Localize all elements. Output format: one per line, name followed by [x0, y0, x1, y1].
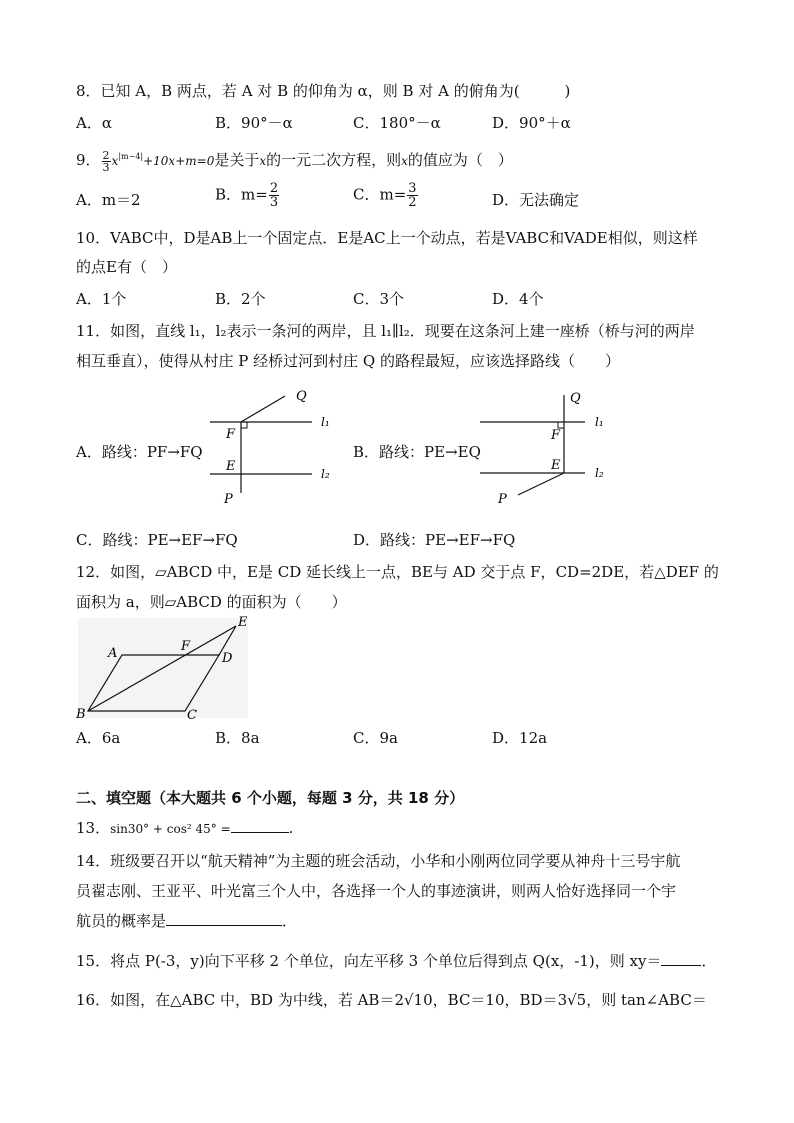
q15-answer-blank[interactable] [661, 951, 701, 966]
q12-label-e: E [238, 615, 248, 630]
fig-b-pe-line [518, 473, 564, 495]
q12-label-f: F [181, 639, 191, 654]
q8-option-d: D．90°＋α [492, 114, 571, 132]
q10-line2: 的点E有（ ） [76, 258, 177, 276]
q9-text-mid: 是关于 [214, 151, 260, 169]
q9-option-a: A．m＝2 [76, 191, 141, 209]
q13-answer-blank[interactable] [231, 818, 289, 833]
q16-text-end: ，则 tan∠ABC＝ [586, 991, 707, 1009]
q10-option-b: B．2个 [215, 290, 266, 308]
q11-line2: 相互垂直），使得从村庄 P 经桥过河到村庄 Q 的路程最短，应该选择路线（ ） [76, 352, 620, 370]
q13-number: 13． [76, 819, 111, 837]
q16-text-pre: 16．如图，在△ABC 中，BD 为中线，若 AB＝2 [76, 991, 404, 1009]
q13-text [76, 817, 293, 840]
q14-line2: 员翟志刚、王亚平、叶光富三个人中，各选择一个人的事迹演讲，则两人恰好选择同一个宇 [76, 882, 677, 900]
q12-option-d: D．12a [492, 729, 548, 747]
q8-text: 8．已知 A，B 两点，若 A 对 B 的仰角为 α，则 B 对 A 的俯角为( ) [76, 82, 571, 100]
q10-option-a: A．1个 [76, 290, 127, 308]
q10-line1: 10．VABC中，D是AB上一个固定点．E是AC上一个动点，若是VABC和VADE相似，则这样 [76, 229, 698, 247]
q16-text-mid: ，BC＝10，BD＝3 [432, 991, 568, 1009]
fig-a-label-e: E [226, 459, 236, 474]
q12-label-b: B [76, 707, 86, 722]
q12-line2: 面积为 a，则▱ABCD 的面积为（ ） [76, 593, 347, 611]
q13-expression: sin30° + cos² 45° = [110, 822, 231, 836]
q12-label-c: C [187, 708, 197, 723]
q14-answer-blank[interactable] [166, 911, 282, 926]
q16-sqrt-5: √5 [567, 991, 587, 1009]
q11-figure-a [200, 385, 360, 510]
q14-line3-text: 航员的概率是 [76, 912, 167, 930]
q9-text [76, 146, 513, 173]
fig-b-label-l1: l₁ [595, 415, 604, 429]
q9-text-mid2: 的一元二次方程，则 [266, 151, 402, 169]
fig-a-label-q: Q [296, 389, 307, 404]
q15-text-main: 15．将点 P(-3，y)向下平移 2 个单位，向左平移 3 个单位后得到点 Q(x，-1)，则 xy＝ [76, 952, 662, 970]
fig-b-label-l2: l₂ [595, 466, 604, 480]
q11-option-a: A．路线：PF→FQ [76, 443, 203, 461]
q9-coef-fraction: $\frac{2}{3}$ [102, 148, 110, 174]
fig-b-label-q: Q [570, 391, 581, 406]
q13-end: . [288, 819, 294, 837]
q15-text [76, 950, 716, 972]
q9-eq-exponent: |m−4| [118, 152, 144, 161]
q12-option-b: B．8a [215, 729, 260, 747]
q12-option-a: A．6a [76, 729, 121, 747]
q8-option-b: B．90°－α [215, 114, 293, 132]
fig-b-label-p: P [498, 492, 507, 507]
q9-eq-var: x [111, 154, 119, 168]
q16-sqrt-10: √10 [404, 991, 433, 1009]
fig-a-label-l1: l₁ [321, 415, 330, 429]
section-2-title: 二、填空题（本大题共 6 个小题，每题 3 分，共 18 分） [76, 789, 465, 807]
q11-option-b: B．路线：PE→EQ [353, 443, 481, 461]
q9-var-x: x [259, 154, 267, 168]
q12-label-d: D [222, 651, 233, 666]
fig-b-label-f: F [551, 428, 561, 443]
q9-option-d: D．无法确定 [492, 191, 580, 209]
fig-a-label-p: P [224, 492, 233, 507]
q12-figure [72, 612, 262, 724]
q9-option-c: C．m= $\frac{3}{2}$ [353, 181, 417, 210]
q16-text [76, 989, 707, 1011]
q9-number: 9． [76, 151, 101, 169]
q15-end: ． [701, 952, 717, 970]
q10-option-c: C．3个 [353, 290, 405, 308]
q9-option-b: B．m= $\frac{2}{3}$ [215, 181, 279, 210]
fig-a-fq-line [241, 396, 285, 422]
q11-figure-b [480, 385, 640, 515]
q9-eq-rest: +10x+m=0 [143, 154, 215, 168]
fig-a-right-angle [241, 422, 247, 428]
q8-option-c: C．180°－α [353, 114, 441, 132]
fig-b-label-e: E [551, 458, 561, 473]
q11-line1: 11．如图，直线 l₁，l₂表示一条河的两岸，且 l₁∥l₂．现要在这条河上建一座桥（桥与河的两岸 [76, 322, 695, 340]
fig-a-label-f: F [226, 427, 236, 442]
q14-line3 [76, 910, 297, 932]
q11-option-c: C．路线：PE→EF→FQ [76, 531, 238, 549]
q9-text-end: 的值应为（ ） [407, 151, 513, 169]
q10-option-d: D．4个 [492, 290, 544, 308]
q12-line1: 12．如图，▱ABCD 中，E是 CD 延长线上一点，BE与 AD 交于点 F，CD=2DE，若△DEF 的 [76, 563, 719, 581]
q11-option-d: D．路线：PE→EF→FQ [353, 531, 516, 549]
q12-option-c: C．9a [353, 729, 398, 747]
q14-line1: 14．班级要召开以“航天精神”为主题的班会活动，小华和小刚两位同学要从神舟十三号宇航 [76, 852, 681, 870]
q12-label-a: A [108, 646, 118, 661]
q8-option-a: A．α [76, 114, 112, 132]
q9-var-x2: x [401, 154, 408, 168]
fig-a-label-l2: l₂ [321, 467, 330, 481]
q14-end: ． [282, 912, 298, 930]
